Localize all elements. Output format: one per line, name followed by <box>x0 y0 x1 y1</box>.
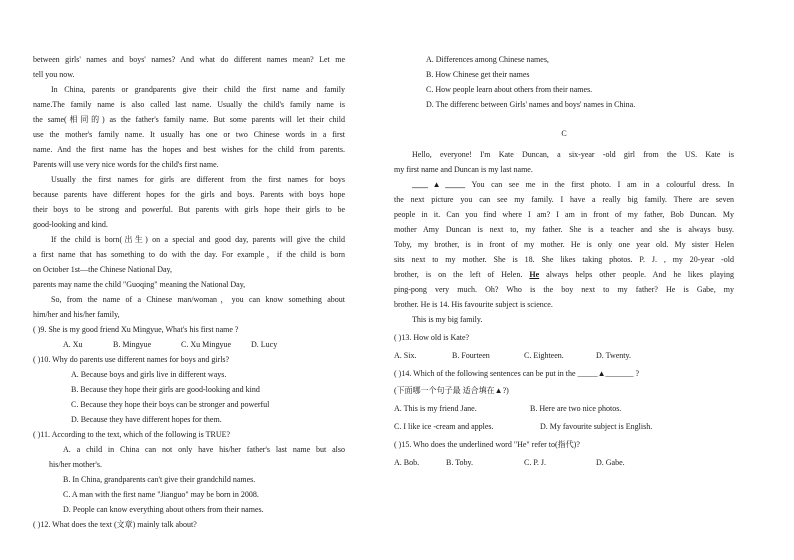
option-b: B. Here are two nice photos. <box>530 404 622 413</box>
option-a: A. Six. <box>394 351 417 360</box>
paragraph-special-day <box>33 232 345 292</box>
option-d: D. My favourite subject is English. <box>540 422 653 431</box>
left-column <box>33 52 345 532</box>
question-11 <box>33 427 345 517</box>
option-d: D. Because they have different hopes for them. <box>71 415 222 424</box>
question-stem: ( )12. What does the text (文章) mainly talk about? <box>33 520 197 529</box>
option-b: B. Because they hope their girls are good-looking and kind <box>71 385 260 394</box>
option-b: B. Mingyue <box>113 340 152 349</box>
text-line: In China, parents or grandparents give their child the first name and family <box>51 85 345 94</box>
text-line: him/her and his/her family, <box>33 310 120 319</box>
paragraph-family-name <box>33 82 345 172</box>
question-stem: ( )14. Which of the following sentences can be put in the _____▲_______ ? <box>394 369 640 378</box>
question-options <box>394 401 734 416</box>
question-options <box>394 419 734 434</box>
question-stem: ( )10. Why do parents use different names for boys and girls? <box>33 355 230 364</box>
text-line: the same(相同的) as the father's family name. But some parents will let their child <box>33 115 345 124</box>
text-line: Toby, my brother, is in front of my mother. He is only one year old. My sister Helen <box>394 240 734 249</box>
question-options <box>394 348 734 363</box>
option-c: C. Xu Mingyue <box>181 340 231 349</box>
question-stem: ( )15. Who does the underlined word "He" refer to(指代)? <box>394 440 580 449</box>
section-heading: C <box>561 129 567 138</box>
question-13 <box>394 330 734 363</box>
option-d: D. Twenty. <box>596 351 631 360</box>
text-line: a first name that has something to do with the day. For example，if the child is born <box>33 250 345 259</box>
text-line: use the mother's family name. It usually has one or two Chinese words in a first <box>33 130 345 139</box>
paragraph-conclusion <box>33 292 345 322</box>
text-line: This is my big family. <box>412 315 483 324</box>
option-a: A. Xu <box>63 340 83 349</box>
text-line: If the child is born(出生) on a special and good day, parents will give the child <box>51 235 345 244</box>
text-line: mother Amy Duncan is next to, my father. She is a teacher and she is always busy. <box>394 225 734 234</box>
option-d: D. Lucy <box>251 340 278 349</box>
text-line: Usually the first names for girls are different from the first names for boys <box>51 175 345 184</box>
text-line: name.The family name is also called last name. Usually the child's family name is <box>33 100 345 109</box>
question-10 <box>33 352 345 427</box>
question-stem: ( )9. She is my good friend Xu Mingyue, What's his first name ? <box>33 325 239 334</box>
option-a: A. a child in China can not only have his/her father's last name but also <box>63 445 345 454</box>
text-line: brother. He is 14. His favourite subject is science. <box>394 300 553 309</box>
option-c: C. Because they hope their boys can be stronger and powerful <box>71 400 270 409</box>
passage-c <box>394 147 734 327</box>
option-c: C. I like ice -cream and apples. <box>394 422 494 431</box>
text-line: tell you now. <box>33 70 75 79</box>
text-line: good-looking and kind. <box>33 220 108 229</box>
underlined-word-he: He <box>529 270 540 279</box>
text-line: on October 1st—the Chinese National Day, <box>33 265 173 274</box>
text-line: because parents have different hopes for the girls and boys. Parents with boys hope <box>33 190 345 199</box>
question-stem: ( )11. According to the text, which of the following is TRUE? <box>33 430 231 439</box>
question-14 <box>394 366 734 434</box>
option-c: C. How people learn about others from their names. <box>426 85 593 94</box>
question-options <box>394 455 734 470</box>
option-a: A. Because boys and girls live in different ways. <box>71 370 227 379</box>
option-d: D. Gabe. <box>596 458 625 467</box>
text-line: So, from the name of a Chinese man/woman，you can know something about <box>51 295 345 304</box>
text-line: Parents will use very nice words for the child's first name. <box>33 160 219 169</box>
blank-marker: ____▲_____ <box>412 180 466 189</box>
text-line: the next picture you can see my family. I have a really big family. There are seven <box>394 195 734 204</box>
question-12-options <box>394 52 734 112</box>
text-line: between girls' names and boys' names? And what do different names mean? Let me <box>33 55 345 64</box>
text-line: ping-pong very much. Oh? Who is the boy next to my father? He is Gabe, my <box>394 285 734 294</box>
text-line: Hello, everyone! I'm Kate Duncan, a six-year -old girl from the US. Kate is <box>412 150 734 159</box>
paragraph-intro-end <box>33 52 345 82</box>
option-d: D. The differenc between Girls' names and boys' names in China. <box>426 100 636 109</box>
text-line: parents may name the child "Guoqing" meaning the National Day, <box>33 280 246 289</box>
option-b: B. In China, grandparents can't give their grandchild names. <box>63 475 256 484</box>
text-line: people in it. Can you find where I am? I am in front of my father, Bob Duncan. My <box>394 210 734 219</box>
text-fragment: brother, is on the left of Helen. <box>394 270 523 279</box>
option-c: C. A man with the first name "Jianguo" may be born in 2008. <box>63 490 259 499</box>
question-options <box>33 337 345 352</box>
text-line <box>394 267 734 282</box>
question-9 <box>33 322 345 352</box>
question-note: (下面哪一个句子最 适合填在▲?) <box>394 386 509 395</box>
option-a: A. This is my friend Jane. <box>394 404 477 413</box>
text-line: name. And the first name has the hopes and best wishes for the child from parents. <box>33 145 345 154</box>
option-a-cont: his/her mother's. <box>49 460 102 469</box>
paragraph-girls-boys <box>33 172 345 232</box>
question-15 <box>394 437 734 470</box>
text-line <box>394 177 734 192</box>
text-line: their boys to be strong and powerful. But parents with girls hope their girls to be <box>33 205 345 214</box>
option-b: B. Toby. <box>446 458 473 467</box>
option-b: B. How Chinese get their names <box>426 70 530 79</box>
text-fragment: always helps other people. And he likes playing <box>546 270 735 279</box>
option-c: C. Eighteen. <box>524 351 564 360</box>
option-a: A. Bob. <box>394 458 420 467</box>
text-line: sits next to my mother. She is 18. She likes taking photos. P. J. , my 20-year -old <box>394 255 734 264</box>
question-stem: ( )13. How old is Kate? <box>394 333 470 342</box>
right-column <box>394 52 734 470</box>
option-d: D. People can know everything about others from their names. <box>63 505 264 514</box>
option-a: A. Differences among Chinese names, <box>426 55 549 64</box>
question-12 <box>33 517 345 532</box>
option-c: C. P. J. <box>524 458 547 467</box>
option-b: B. Fourteen <box>452 351 490 360</box>
text-line: my first name and Duncan is my last name. <box>394 165 533 174</box>
text-fragment: You can see me in the first photo. I am in a colourful dress. In <box>465 180 735 189</box>
